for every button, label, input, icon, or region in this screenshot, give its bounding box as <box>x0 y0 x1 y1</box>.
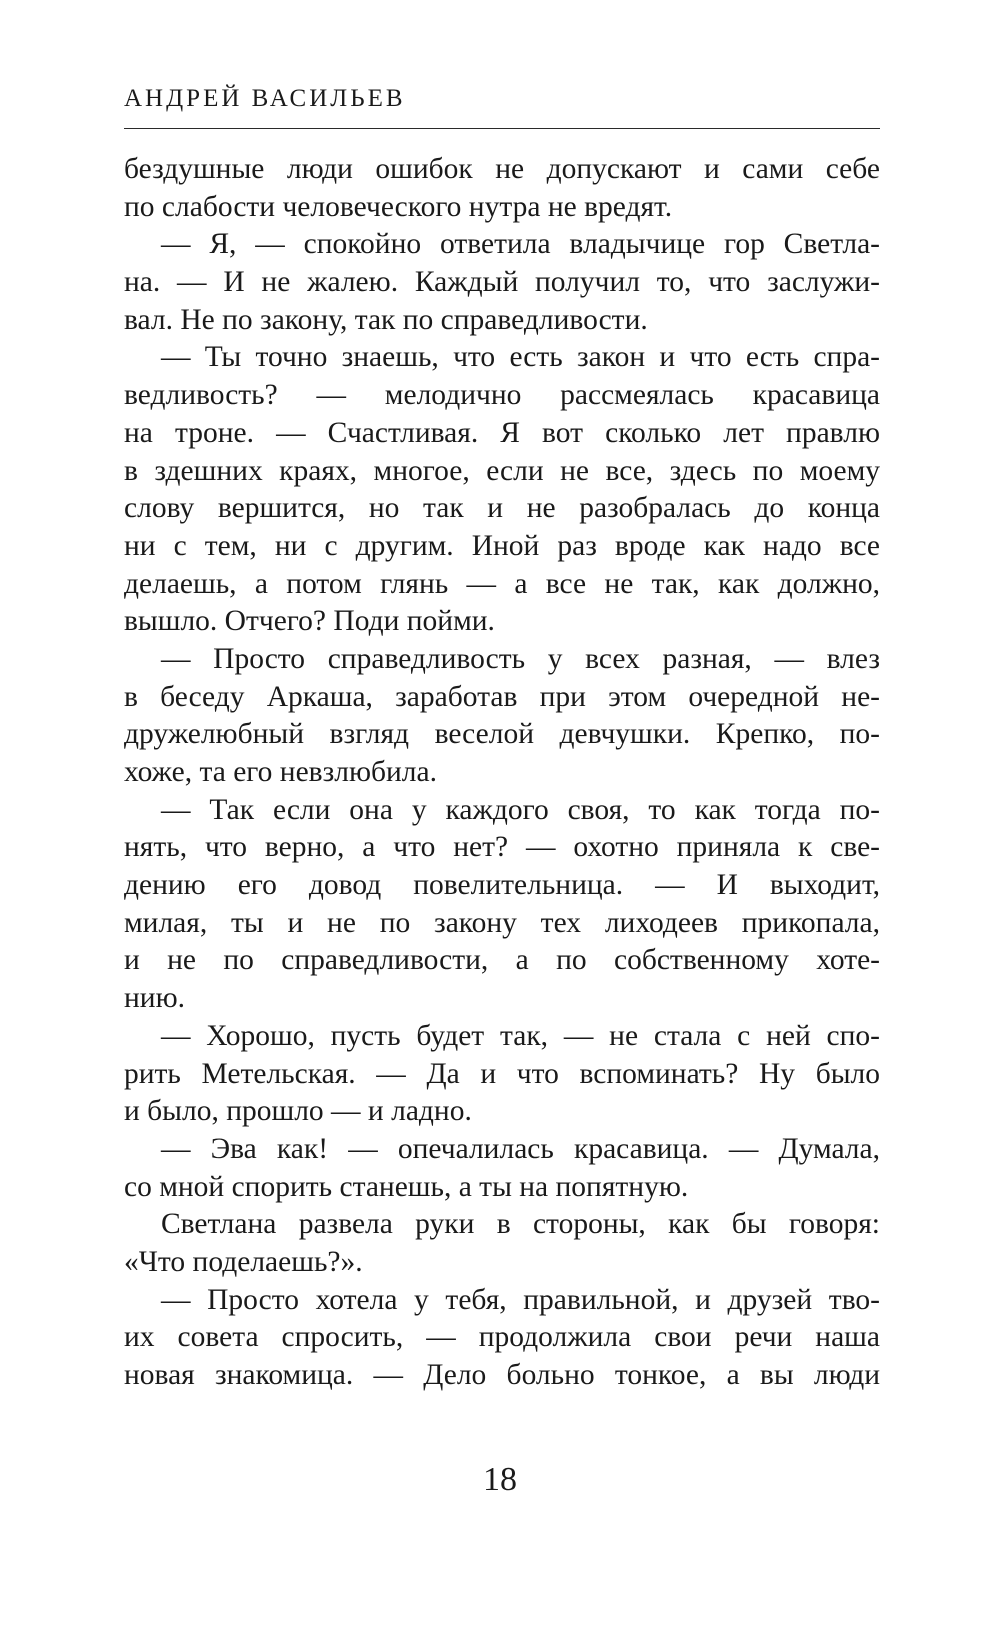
body-text <box>124 151 880 1395</box>
text-line: в беседу Аркаша, заработав при этом очередной не- <box>124 680 880 713</box>
text-line: милая, ты и не по закону тех лиходеев прикопала, <box>124 906 880 939</box>
text-line: со мной спорить станешь, а ты на попятную. <box>124 1170 689 1203</box>
page-number: 18 <box>483 1461 517 1498</box>
text-line: нять, что верно, а что нет? — охотно приняла к све- <box>124 831 880 864</box>
text-line: — Я, — спокойно ответила владычице гор Светла- <box>161 228 880 261</box>
text-line: нию. <box>124 982 185 1015</box>
text-line: по слабости человеческого нутра не вредят. <box>124 190 673 223</box>
text-line: ни с тем, ни с другим. Иной раз вроде как надо все <box>124 529 880 562</box>
text-line: новая знакомица. — Дело больно тонкое, а вы люди <box>124 1359 880 1391</box>
text-line: — Хорошо, пусть будет так, — не стала с ней спо- <box>161 1019 880 1052</box>
text-line: и было, прошло — и ладно. <box>124 1095 472 1128</box>
text-line: их совета спросить, — продолжила свои речи наша <box>124 1321 880 1354</box>
text-line: — Ты точно знаешь, что есть закон и что есть спра- <box>161 341 880 374</box>
text-line: вышло. Отчего? Поди пойми. <box>124 605 495 638</box>
text-line: Светлана развела руки в стороны, как бы говоря: <box>161 1208 880 1241</box>
text-line: — Так если она у каждого своя, то как тогда по- <box>161 793 880 826</box>
text-line: бездушные люди ошибок не допускают и сами себе <box>124 153 880 185</box>
text-line: и не по справедливости, а по собственному хоте- <box>124 944 880 977</box>
text-line: ведливость? — мелодично рассмеялась красавица <box>124 379 880 412</box>
header-rule <box>124 128 880 129</box>
text-line: в здешних краях, многое, если не все, здесь по моему <box>124 454 880 487</box>
text-line: дению его довод повелительница. — И выходит, <box>124 869 880 902</box>
text-line: дружелюбный взгляд веселой девчушки. Крепко, по- <box>124 718 880 751</box>
text-line: на. — И не жалею. Каждый получил то, что заслужи- <box>124 266 880 299</box>
text-line: хоже, та его невзлюбила. <box>124 756 437 788</box>
text-line: рить Метельская. — Да и что вспоминать? Ну было <box>124 1057 880 1090</box>
text-line: — Эва как! — опечалилась красавица. — Думала, <box>161 1132 880 1165</box>
text-line: вал. Не по закону, так по справедливости. <box>124 303 648 336</box>
running-head: АНДРЕЙ ВАСИЛЬЕВ <box>124 85 406 112</box>
text-line: слову вершится, но так и не разобралась до конца <box>124 492 880 525</box>
text-line: — Просто справедливость у всех разная, — влез <box>161 642 880 675</box>
text-line: делаешь, а потом глянь — а все не так, как должно, <box>124 567 880 600</box>
text-line: «Что поделаешь?». <box>124 1245 363 1278</box>
text-line: — Просто хотела у тебя, правильной, и друзей тво- <box>161 1283 880 1316</box>
text-line: на троне. — Счастливая. Я вот сколько лет правлю <box>124 416 880 449</box>
